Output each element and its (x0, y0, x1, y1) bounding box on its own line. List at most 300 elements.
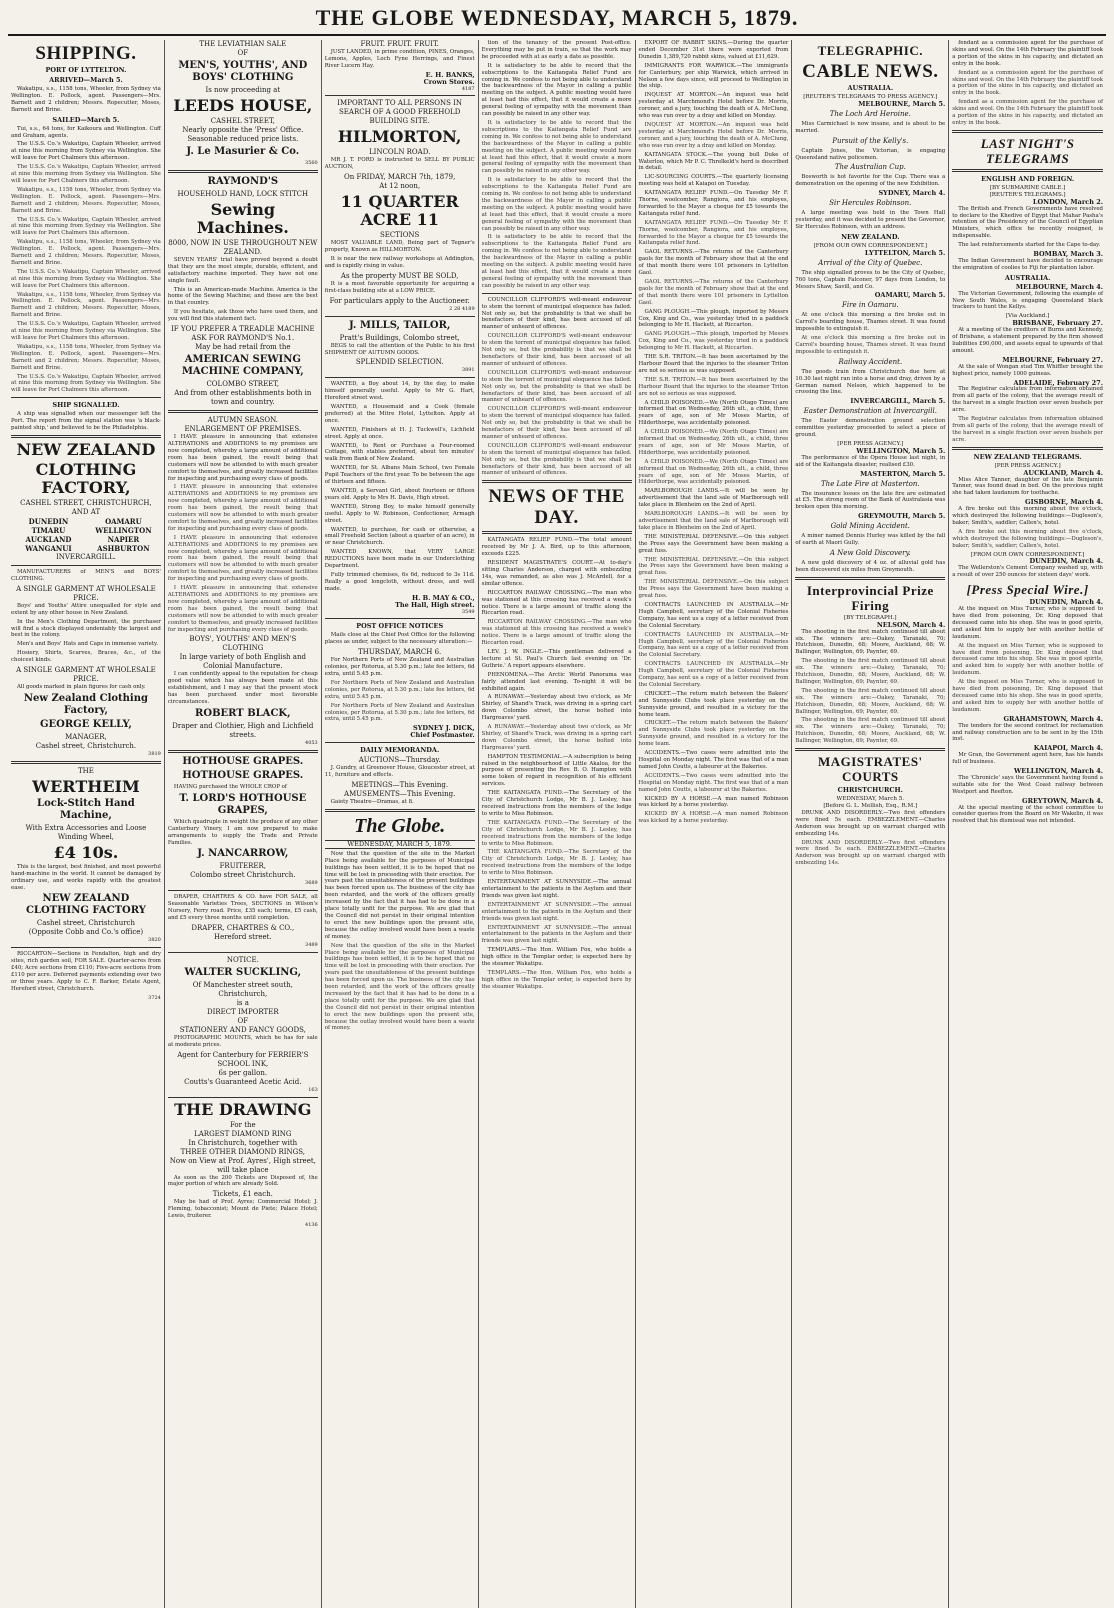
contracts-text: CONTRACTS LAUNCHED IN AUSTRALIA.—Mr Hugh Campbell, secretary of the Colonial Fisheries Company, has sent us a copy of a letter received from the Colonial Secretary. (638, 601, 789, 629)
firing-text-cont3: The shooting in the first match continued till about six. The winners are:—Oakey, Taranaki, 70; Hutchison, Dunedin, 68; Moore, Auckland, 68; W. Ballinger, Wellington, 69; Paynter, 69. (795, 717, 946, 745)
sydney: SYDNEY, March 4. (878, 189, 946, 198)
ask-for: IF YOU PREFER A TREADLE MACHINE ASK FOR RAYMOND'S No.1. (171, 325, 315, 343)
column-6 (792, 40, 949, 1608)
coursing-text: LIC-SOURCING COURTS.—The quarterly licensing meeting was held at Kaiapoi on Tuesday. (638, 174, 789, 188)
town: WELLINGTON (95, 525, 152, 535)
town-last: INVERCARGILL. (55, 552, 116, 561)
hesitate-text: If you hesitate, ask those who have used them, and you will find this statement fact. (167, 309, 318, 323)
gaol-text: GAOL RETURNS.—The returns of the Canterbury gaols for the month of February show that at the end of that month there were 101 prisoners in Lyttelton Gaol. (638, 249, 789, 277)
divider (11, 947, 161, 948)
seven-years-text: SEVEN YEARS' trial have proved beyond a doubt that they are the most simple, durable, efficient, and satisfactory machine imported. They have not one single fault. (167, 256, 318, 284)
railway-accident: Railway Accident. (838, 357, 903, 366)
diamond-for: For the (229, 1120, 256, 1129)
mails-text-cont2: For Northern Ports of New Zealand and Australian colonies, per Rotorua, at 5.30 p.m.; late fee letters, 6d extra, until 5.45 p.m. (324, 702, 475, 723)
nz-clothing-co: NEW ZEALAND CLOTHING FACTORY (25, 893, 146, 917)
amusements: AMUSEMENTS—This Evening. (344, 790, 456, 798)
marlborough-text: MARLBOROUGH LANDS.—It will be seen by advertisement that the land sale of Marlborough will take place in Blenheim on the 2nd of April. (638, 488, 789, 509)
nancarrow: J. NANCARROW, (197, 848, 289, 860)
coutts: Coutts's Guaranteed Acetic Acid. (184, 1077, 302, 1086)
wanted-item: WANTED, a Servant Girl, about fourteen or fifteen years old. Apply to Mrs H. Davis, High street. (324, 488, 475, 501)
dunedin-text: The Wellerston's Cement Company washed up, with a result of over 250 ounces for sixteen days' work. (952, 565, 1103, 579)
divider (325, 809, 475, 812)
eleven: 11 QUARTER ACRE 11 (340, 192, 459, 230)
fire-text-cont: THE S.R. TRITON.—It has been ascertained by the Harbour Board that the injuries to the steamer Triton are not so serious as was supposed. (638, 376, 789, 397)
press-agency: [PER PRESS AGENCY.] (837, 441, 904, 447)
wednesday: WEDNESDAY, March 5. (836, 796, 905, 803)
suckling: WALTER SUCKLING, (184, 966, 302, 978)
leeds-street: CASHEL STREET, (210, 117, 275, 125)
auctions: AUCTIONS—Thursday. (358, 756, 441, 765)
auckland-text: Miss Alice Tanner, daughter of the late Benjamin Tanner, was found dead in bed. On the previous night she had taken laudanum for toothache. (952, 476, 1103, 497)
banks-addr: Crown Stores. (423, 77, 475, 86)
wanted-item: WANTED KNOWN, that VERY LARGE REDUCTIONS have been made in our Underclothing Department. (324, 549, 475, 570)
divider (952, 130, 1103, 133)
divider (952, 169, 1103, 172)
divider (168, 750, 318, 753)
town: NAPIER (107, 534, 140, 544)
divider (482, 531, 632, 534)
wertheim-with: With Extra Accessories and Loose Winding Wheel, (25, 823, 147, 841)
news-item: RESIDENT MAGISTRATE'S COURT.—At to-day's sitting Charles Anderson, charged with embezzling 14s, was remanded, as also was J. McArdell, for a similar offence. (481, 560, 632, 587)
property-must: As the property MUST BE SOLD, (340, 271, 459, 280)
report-text-cont: The U.S.S. Co.'s Wakatipu, Captain Wheeler, arrived at nine this morning from Sydney via Wellington. She will leave for Port Chalmers this afternoon. (11, 164, 161, 184)
mails-close: Mails close at the Chief Post Office for the following places as under, subject to the necessary alteration:— (324, 632, 475, 646)
ministerial-text-cont: THE MINISTERIAL DEFENSIVE.—On this subject the Press says the Government have been making a great fuss. (638, 556, 789, 577)
by-telegraph: [BY TELEGRAPH.] (844, 614, 897, 621)
melbourne-text: The Victorian Government, following the example of New South Wales, is engaging Queensland black trackers to hunt the Kellys. (952, 290, 1103, 311)
may-company: H. B. MAY & CO., (412, 593, 475, 602)
gisborne-text-cont: A fire broke out this morning about five o'clock, which destroyed the following buildings:—Dugleson's, baker; Smith's, saddler; Callen's, hotel. (952, 528, 1103, 549)
town-grid (11, 517, 161, 553)
easter: Easter Demonstration at Invercargill. (803, 407, 937, 416)
important: IMPORTANT TO ALL PERSONS IN SEARCH OF A GOOD FREEHOLD BUILDING SITE. (337, 99, 463, 126)
text-top-cont: fendant as a commission agent for the purchase of skins and wool. On the 14th February the plaintiff took a portion of the skins in his capacity, and dictated an entry in the book. (952, 69, 1103, 97)
gold-mining-text: A miner named Dennis Hurley was killed by the fall of earth at Maori Gully. (795, 533, 946, 547)
kaiapoi: KAIAPOI, March 4. (1033, 744, 1103, 753)
nz-telegrams: NEW ZEALAND TELEGRAMS. (973, 452, 1082, 461)
selection: SPLENDID SELECTION. (355, 358, 444, 367)
report-text-cont4: Wakatipu, s.s., 1158 tons, Wheeler, from Sydney via Wellington. E. Pollock, agent. Passengers—Mrs. Barnett and 2 children; Messrs. Ropecutter, Moses, Barnett and Brine. (11, 239, 161, 266)
divider (325, 742, 475, 743)
adelaide-text: The Registrar calculates from information obtained from all parts of the colony, that the average result of the harvest in a single fraction over seven bushels per acre. (952, 386, 1103, 414)
relief-fund-text-cont: KAITANGATA RELIEF FUND.—On Tuesday Mr F. Thorne, woolcomber, Rangiora, and his employes, forwarded to the Mayor a cheque for £5 towards the Kaitangata relief fund. (638, 219, 789, 247)
australia-head: AUSTRALIA. (1004, 273, 1051, 282)
just-landed: JUST LANDED, in prime condition, PINES, Oranges, Lemons, Apples, Loch Fyne Herrings, and Finest River Lucern Hay. (324, 49, 475, 69)
memoranda: DAILY MEMORANDA. (360, 746, 440, 755)
news-item: KAITANGATA RELIEF FUND.—The total amount received by Mr J. A. Bird, up to this afternoon, exceeds £225. (481, 537, 632, 558)
late-fire: The Late Fire at Masterton. (821, 479, 920, 488)
divider (325, 95, 475, 96)
oamaru-fire-text-cont: At one o'clock this morning a fire broke out in Carrol's boarding house, Thames street. It was found impossible to extinguish it. (795, 335, 946, 355)
divider (168, 1097, 318, 1098)
text-top-cont2: fendant as a commission agent for the purchase of skins and wool. On the 14th February the plaintiff took a portion of the skins in his capacity, and dictated an entry in the book. (952, 99, 1103, 126)
reuters: [REUTER'S TELEGRAMS.] (989, 191, 1066, 198)
column-1 (8, 40, 165, 1608)
oamaru: OAMARU, March 5. (874, 291, 946, 300)
news-item-cont: ENTERTAINMENT AT SUNNYSIDE.—The annual entertainment to the patients in the Asylum and their friends was given last night. (481, 901, 632, 922)
wellington-text: The performance of the Opera House last night, in aid of the Kaitangata disaster, realised £30. (795, 454, 946, 468)
easter-text: The Easter demonstration ground selection committee yesterday proceeded to select a piece of ground. (795, 418, 946, 439)
banks: E. H. BANKS, (425, 70, 475, 79)
contracts-text-cont: CONTRACTS LAUNCHED IN AUSTRALIA.—Mr Hugh Campbell, secretary of the Colonial Fisheries Company, has sent us a copy of a letter received from the Colonial Secretary. (638, 631, 789, 659)
wertheim-title: WERTHEIM (32, 776, 140, 796)
contracts-text-cont2: CONTRACTS LAUNCHED IN AUSTRALIA.—Mr Hugh Campbell, secretary of the Colonial Fisheries Company, has sent us a copy of a letter received from the Colonial Secretary. (638, 661, 789, 688)
oamaru-fire: Fire in Oamaru. (842, 301, 899, 310)
agencies: And from other establishments both in town and country. (174, 389, 312, 407)
own-correspondent: [FROM OUR OWN CORRESPONDENT.] (813, 242, 928, 249)
sold-text: As soon as the 200 Tickets are Disposed of, the major portion of which are already Sold. (167, 1174, 318, 1188)
suckling-is: is a (236, 998, 249, 1007)
quebec-text: The ship signalled proves to be the City of Quebec, 760 tons, Captain Falconer, 97 days from London, to Messrs Shaw, Savill, and Co. (795, 269, 946, 290)
clifford-text-cont4: COUNCILLOR CLIFFORD'S well-meant endeavour to stem the torrent of municipal eloquence has failed. Not only so, but the probability is that we shall be benefactors of their kind, has been accused of all manner of unheard of offences. (481, 442, 632, 477)
divider (482, 293, 632, 294)
divider (168, 952, 318, 953)
divider (795, 748, 945, 751)
clifford-text-cont: COUNCILLOR CLIFFORD'S well-meant endeavour to stem the torrent of municipal eloquence has failed. Not only so, but the probability is that we shall be benefactors of their kind, has been accused of all manner of unheard of offences. (481, 333, 632, 367)
reinforcements: The last reinforcements started for the Cape to-day. (958, 242, 1101, 249)
nancarrow-addr: Colombo street Christchurch. (190, 871, 296, 880)
autumn-text: I HAVE pleasure in announcing that extensive ALTERATIONS and ADDITIONS to my premises are now completed, whereby a large amount of additional room has been gained, the result being that customers will now be attended to with much greater comfort to themselves, and greatly increased facilities for inspecting and purchasing every class of goods. (167, 434, 318, 482)
column-5 (636, 40, 793, 1608)
wanted-item: WANTED, a Housemaid and a Cook (female preferred) at the Mitre Hotel, Lyttelton. Apply at once. (324, 404, 475, 424)
particulars: For particulars apply to the Auctioneer. (329, 296, 470, 305)
signalled-text: A ship was signalled when our messenger left the Port. The report from the signal station was 'a black-painted ship,' and believed to be the Philadelphia. (11, 411, 161, 432)
news-item: TEMPLARS.—The Hon. William Fox, who holds a high office in the Templar order, is expected here by the steamer Wakatipu. (481, 947, 632, 968)
photographic: PHOTOGRAPHIC MOUNTS, which he has for sale at moderate prices. (167, 1034, 318, 1048)
globe-date: WEDNESDAY, MARCH 5, 1879. (325, 840, 475, 849)
export-text: EXPORT OF RABBIT SKINS.—During the quarter ended December 31st there were exported from Dunedin 1,389,720 rabbit skins, valued at £11,629. (638, 40, 789, 60)
divider (325, 316, 475, 317)
gold-discovery-text: A new gold discovery of 4 oz. of alluvial gold has been discovered six miles from Greymouth. (795, 559, 946, 573)
wanted-item: WANTED, for St. Albans Main School, two Female Pupil Teachers of the first year. To be between the age of thirteen and fifteen. (324, 465, 475, 486)
chief-postmaster: Chief Postmaster. (410, 731, 475, 740)
clifford-text: COUNCILLOR CLIFFORD'S well-meant endeavour to stem the torrent of municipal eloquence has failed. Not only so, but the probability is that we shall be benefactors of their kind, has been accused of all manner of unheard of offences. (481, 296, 632, 331)
london: LONDON, March 2. (1032, 197, 1103, 206)
quebec: Arrival of the City of Quebec. (818, 258, 923, 267)
lyttelton: LYTTELTON, March 5. (864, 248, 946, 257)
gang-text-cont: GANG PLOUGH.—This plough, imported by Messrs Cox, King and Co., was yesterday tried in a paddock belonging to Mr H. Hackett, at Riccarton. (638, 331, 789, 352)
nz-opposite: (Opposite Cobb and Co.'s office) (28, 928, 144, 937)
news-item-cont: ENTERTAINMENT AT SUNNYSIDE.—The annual entertainment to the patients in the Asylum and their friends was given last night. (481, 924, 632, 945)
clothing-street: CASHEL STREET, CHRISTCHURCH, (20, 498, 152, 507)
fruiterer: FRUITERER, (219, 862, 267, 871)
autumn-text-cont: I HAVE pleasure in announcing that extensive ALTERATIONS and ADDITIONS to my premises are now completed, whereby a large amount of additional room has been gained, the result being that customers will now be attended to with much greater comfort to themselves, and greatly increased facilities for inspecting and purchasing every class of goods. (167, 484, 318, 532)
ad-number: 3549 (461, 608, 475, 615)
factory-name: New Zealand Clothing Factory, (23, 692, 148, 716)
lords-text: Which quadruple in weight the produce of any other Canterbury Vinery, I am now prepared to make arrangements to supply the Trade and Private Families. (167, 818, 318, 846)
wanted-item: WANTED, to purchase, for cash or otherwise, a small Freehold Section (about a quarter of an acre), in or near Christchurch. (324, 526, 475, 547)
manager-name: GEORGE KELLY, (39, 718, 132, 730)
news-of-day: NEWS OF THE DAY. (488, 486, 625, 529)
wanted-item: WANTED, Strong Boy, to make himself generally useful. Apply to W. Robinson, Confectioner, Armagh street. (324, 503, 475, 524)
inquest-text-cont: INQUEST AT MORTON.—An inquest was held yesterday at Marchmond's Hotel before Dr. Morris, coroner, and a jury, touching the death of A. McClung, who was run over by a dray and killed on Monday. (638, 121, 789, 149)
had-of: May be had retail from the (195, 343, 291, 352)
column-7 (949, 40, 1106, 1608)
wertheim-ad (11, 767, 161, 945)
melbourne: MELBOURNE, March 4. (1015, 282, 1103, 291)
wanted-item: WANTED, Finishers at H. J. Tuckwell's, Lichfield street. Apply at once. (324, 426, 475, 440)
direct-importer: DIRECT IMPORTER (207, 1007, 279, 1016)
sailed-text: Tui, s.s., 64 tons, for Kaikoura and Wellington. Cuff and Graham, agents. (11, 125, 161, 139)
court-text: DRUNK AND DISORDERLY.—Two first offenders were fined 5s each. EMBEZZLEMENT.—Charles Anderson was brought up on warrant charged with embezzling 14s. (795, 809, 946, 837)
masurier: J. Le Masurier & Co. (186, 146, 300, 157)
tickets: Tickets, £1 each. (212, 1190, 273, 1199)
leviathan-the: THE LEVIATHIAN SALE (199, 40, 287, 48)
confidently-text: I can confidently appeal to the reputation for cheap good value which has always been made at this establishment, and I may say that the present stock has been purchased under most favorable circumstances. (167, 671, 318, 706)
invercargill: INVERCARGILL, March 5. (850, 397, 946, 406)
chartres-text: DRAPER, CHARTRES & CO. have FOR SALE, all Seasonable Varieties Trees, SECTIONS in Wilson's Nursery, Ferry road. Price, £35 each; terms, £5 cash, and £5 every three months until completion. (167, 894, 318, 922)
ad-number: 3820 (148, 937, 161, 944)
stationery: STATIONERY AND FANCY GOODS, (179, 1025, 306, 1034)
leeds-nearly: Nearly opposite the 'Press' Office. (182, 126, 304, 134)
bombay: BOMBAY, March 3. (1033, 250, 1103, 259)
news-item-cont: TEMPLARS.—The Hon. William Fox, who holds a high office in the Templar order, is expected here by the steamer Wakatipu. (481, 969, 632, 990)
kicked-text-cont: KICKED BY A HORSE.—A man named Robinson was kicked by a horse yesterday. (638, 811, 789, 825)
nelson: NELSON, March 4. (876, 620, 946, 629)
australia-head: AUSTRALIA. (847, 84, 894, 92)
hats-text: Men's and Boys' Hats and Caps in immense variety. (17, 641, 159, 648)
hilmorton: HILMORTON, (337, 127, 462, 147)
lords-grapes: T. LORD'S HOTHOUSE GRAPES, (179, 792, 307, 816)
marlborough-text-cont: MARLBOROUGH LANDS.—It will be seen by advertisement that the land sale of Marlborough will take place in Blenheim on the 2nd of April. (638, 511, 789, 531)
wanted-item: WANTED, a Boy about 14, by the day, to make himself generally useful. Apply to Mr G. Hart, Hereford street west. (324, 381, 475, 402)
firing-text: The shooting in the first match continued till about six. The winners are:—Oakey, Taranaki, 70; Hutchison, Dunedin, 68; Moore, Auckland, 68; W. Ballinger, Wellington, 69; Paynter, 69. (795, 628, 946, 656)
ad-number: 163 (308, 1086, 318, 1093)
gold-mining: Gold Mining Accident. (830, 522, 911, 531)
divider (168, 890, 318, 891)
wholesale-line-2: A SINGLE GARMENT AT WHOLESALE PRICE. (16, 666, 156, 684)
nz-clothing-ad (11, 441, 161, 758)
loch-ard-text: Miss Carmichael is now insane, and is about to be married. (795, 120, 946, 134)
news-item: LEV. J. W. INGLE.—This gentleman delivered a lecture at St. Paul's Church last evening on 'Dr. Guthrie.' A report appears elsewhere. (481, 648, 632, 669)
report-text-cont9: The U.S.S. Co.'s Wakatipu, Captain Wheeler, arrived at nine this morning from Sydney via Wellington. She will leave for Port Chalmers this afternoon. (11, 373, 161, 394)
text-top: tion of the tenancy of the present Post-office. Everything may be put in train, so that the work may be proceeded with at as early a date as possible. (481, 40, 632, 60)
special-text: At the inquest on Miss Turner, who is supposed to have died from poisoning, Dr. King deposed that deceased came into his shop. She was in good spirits, and asked him to supply her with another bottle of laudanum. (952, 606, 1103, 640)
leader-text: Now that the question of the site in the Market Place being available for the purposes of Municipal buildings has been settled, it is to be hoped that no time will be lost in proceeding with their erection. For years past the unsuitableness of the present buildings has been forced upon us. The business of the city has been retarded, and the work of the officers greatly increased by the fact that it has had to be done in a place totally unfit for the purpose. We are glad that the Council did not persist in their original intention to erect the new buildings upon the present site, because the outlay involved would have been a waste of money. (324, 850, 475, 940)
ink-price: 6s per gallon. (218, 1068, 268, 1077)
column-2 (165, 40, 322, 1608)
greytown: GREYTOWN, March 4. (1022, 796, 1103, 805)
colombo: COLOMBO STREET, (206, 380, 280, 389)
ad-number: 3724 (148, 994, 161, 1001)
leviathan-clothing: MEN'S, YOUTHS', AND BOYS' CLOTHING (178, 60, 308, 83)
relief-text-cont2: It is satisfactory to be able to record that the subscriptions to the Kaitangata Relief Fund are coming in. We confess to not being able to understand the backwardness of the Mayor in calling a public meeting on the subject. A public meeting would have at least had this effect, that it would create a more general feeling of sympathy with the movement than can possibly be raised in any other way. (481, 177, 632, 232)
draper-line: Draper and Clothier, High and Lichfield streets. (172, 721, 314, 739)
tickets-text: May be had of Prof. Ayres; Commercial Hotel; J. Fleming, tobacconist; Mount de Piete; Palace Hotel; Lewis, fruiterer. (167, 1199, 318, 1220)
leeds-house: LEEDS HOUSE, (173, 96, 313, 115)
ministerial-text: THE MINISTERIAL DEFENSIVE.—On this subject the Press says the Government have been making a great fuss. (638, 533, 789, 554)
shipping-heading: SHIPPING. (35, 43, 137, 64)
masthead: THE GLOBE WEDNESDAY, MARCH 5, 1879. (8, 4, 1106, 36)
ad-number: 3560 (305, 160, 318, 166)
large-diamond: LARGEST DIAMOND RING (194, 1129, 292, 1138)
wellington: WELLINGTON, March 4. (1013, 767, 1103, 776)
report-text-cont6: Wakatipu, s.s., 1158 tons, Wheeler, from Sydney via Wellington. E. Pollock, agent. Passengers—Mrs. Barnett and 2 children; Messrs. Ropecutter, Moses, Barnett and Brine. (11, 291, 161, 319)
suckling-addr: Of Manchester street south, Christchurch, (192, 980, 293, 998)
robinson-text: A large meeting was held in the Town Hall yesterday, and it was decided to present the Governor, Sir Hercules Robinson, with an address. (795, 210, 946, 230)
ad-number: 4187 (461, 85, 475, 92)
melbourne2-text: At the sale of Wongan stud Tim Whiffler brought the highest price, namely 1000 guineas. (952, 363, 1103, 377)
hosiery-text: Hosiery, Shirts, Scarves, Braces, &c., of the choicest kinds. (11, 650, 161, 664)
railway-text: It is near the new railway workshops at Addington, and is rapidly rising in value. (324, 256, 475, 269)
divider (11, 397, 161, 398)
clifford-text-cont3: COUNCILLOR CLIFFORD'S well-meant endeavour to stem the torrent of municipal eloquence has failed. Not only so, but the probability is that we shall be benefactors of their kind, has been accused of all manner of unheard of offences. (481, 406, 632, 440)
dunedin: DUNEDIN, March 4. (1029, 557, 1103, 566)
news-item: ENTERTAINMENT AT SUNNYSIDE.—The annual entertainment to the patients in the Asylum and their friends was given last night. (481, 879, 632, 899)
chartres-sign: DRAPER, CHARTRES & CO., (191, 923, 295, 932)
clothing-factory-heading: CLOTHING FACTORY, (35, 459, 137, 497)
divider (952, 447, 1103, 450)
autumn-text-cont3: I HAVE pleasure in announcing that extensive ALTERATIONS and ADDITIONS to my premises are now completed, whereby a large amount of additional room has been gained, the result being that customers will now be attended to with much greater comfort to themselves, and greatly increased facilities for inspecting and purchasing every class of goods. (167, 585, 318, 633)
town: WANGANUI (25, 543, 72, 553)
grahamstown: GRAHAMSTOWN, March 4. (1003, 714, 1103, 723)
raymond-title: RAYMOND'S (207, 175, 279, 187)
robinson: Sir Hercules Robinson. (829, 199, 912, 208)
pratts: Pratt's Buildings, Colombo street, (339, 333, 460, 342)
three-other: THREE OTHER DIAMOND RINGS, (180, 1147, 306, 1156)
manager-address: Cashel street, Christchurch. (35, 741, 137, 750)
cup-text: Bosworth is hot favorite for the Cup. There was a demonstration on the opening of the new Exhibition. (795, 174, 946, 188)
report-text-cont5: The U.S.S. Co.'s Wakatipu, Captain Wheeler, arrived at nine this morning from Sydney via Wellington. She will leave for Port Chalmers this afternoon. (11, 268, 161, 289)
sewing-in-use: 8000, NOW IN USE THROUGHOUT NEW ZEALAND. (168, 238, 318, 256)
cricket-text: CRICKET.—The return match between the Bakers' and Sunnyside Clubs took place yesterday on the Sunnyside ground, and resulted in a victory for the home team. (638, 690, 789, 718)
of-of: OF (237, 1016, 249, 1025)
ad-number: 4053 (305, 739, 318, 746)
post-office: POST OFFICE NOTICES (356, 622, 444, 631)
ad-number: 3489 (305, 941, 318, 948)
hothouse-1: HOTHOUSE GRAPES. (182, 755, 304, 767)
special-wire: [Press Special Wire.] (966, 582, 1089, 598)
divider (325, 618, 475, 619)
news-item-cont: THE KAITANGATA FUND.—The Secretary of the City of Christchurch Lodge, Mr B. J. Lesley, has received instructions from the members of the lodge to write to Miss Robinson. (481, 819, 632, 847)
report-text-cont2: Wakatipu, s.s., 1158 tons, Wheeler, from Sydney via Wellington. E. Pollock, agent. Passengers—Mrs. Barnett and 2 children; Messrs. Ropecutter, Moses, Barnett and Brine. (11, 186, 161, 214)
special-text-cont2: At the inquest on Miss Turner, who is supposed to have died from poisoning, Dr. King deposed that deceased came into his shop. She was in good spirits, and asked him to supply her with another bottle of laudanum. (952, 679, 1103, 713)
ad-number: 2 28 4189 (449, 305, 475, 312)
in-christchurch: In Christchurch, together with (188, 1138, 298, 1147)
robert-black: ROBERT BLACK, (195, 707, 291, 719)
marked-text: All goods marked in plain figures for cash only. (17, 684, 146, 691)
hothouse-text: HAVING purchased the WHOLE CROP of (173, 783, 287, 790)
ad-number: 4136 (305, 1222, 318, 1229)
fire-text: THE S.R. TRITON.—It has been ascertained by the Harbour Board that the injuries to the steamer Triton are not so serious as was supposed. (638, 354, 789, 374)
enlargement: ENLARGEMENT OF PREMISES. (184, 425, 302, 434)
leviathan-of: OF (237, 49, 249, 57)
wertheim-price: £4 10s. (53, 842, 119, 862)
american-text: This is an American-made Machine. America is the home of the Sewing Machine; and these are the best in that country. (167, 286, 318, 307)
divider (11, 761, 161, 764)
divider (168, 170, 318, 173)
arrived-text: Wakatipu, s.s., 1158 tons, Wheeler, from Sydney via Wellington. E. Pollock, agent. Passengers—Mrs. Barnett and 2 children; Messrs. Ropecutter, Moses, Barnett and Brine. (11, 86, 161, 113)
nz-head: NEW ZEALAND. (841, 232, 900, 241)
report-text-cont3: The U.S.S. Co.'s Wakatipu, Captain Wheeler, arrived at nine this morning from Sydney via Wellington. She will leave for Port Chalmers this afternoon. (11, 216, 161, 237)
sailed-heading: SAILED—March 5. (52, 115, 120, 124)
dick: SYDNEY J. DICK, (412, 724, 475, 733)
globe-title: The Globe. (354, 814, 446, 837)
may-addr: The Hall, High street. (395, 600, 475, 609)
wertheim-subtitle: Lock-Stitch Hand Machine, (37, 797, 135, 821)
news-item-cont: A RUNAWAY.—Yesterday about two o'clock, as Mr Shirley, of Shand's Track, was driving in a spring cart down Colombo street, the horse bolted into Hargreaves' yard. (481, 724, 632, 751)
clifford-text-cont2: COUNCILLOR CLIFFORD'S well-meant endeavour to stem the torrent of municipal eloquence has failed. Not only so, but the probability is that we shall be benefactors of their kind, has been accused of all manner of unheard of offences. (481, 369, 632, 404)
manager-title: MANAGER, (65, 732, 107, 741)
greytown-text: At the special meeting of the school committee to consider queries from the Board on Mr Wakelin, it was resolved that his dismissal was not intended. (952, 804, 1103, 825)
railway-accident-text: The goods train from Christchurch due here at 10.30 last night ran into a horse and dray, driven by a German named Nelson, which happened to be crossing the line. (795, 368, 946, 396)
own-corr: [FROM OUR OWN CORRESPONDENT.] (970, 551, 1085, 558)
english-foreign: ENGLISH AND FOREIGN. (981, 174, 1075, 183)
railway-text: KAITANGATA STOCK.—The young bull Duke of Waterloo, which Mr P. C. Threlkeld's herd is described in detail. (638, 151, 789, 172)
divider (11, 435, 161, 438)
mens-text: In the Men's Clothing Department, the purchaser will find a stock displayed undeniably the largest and best in the colony. (11, 618, 161, 639)
wholesale-line: A SINGLE GARMENT AT WHOLESALE PRICE. (16, 584, 156, 602)
london-text: The British and French Governments have resolved to declare to the Khedive of Egypt that Mahar Pasha's retention of the Presidency of the Council of Egyptian Ministers, which office he recently resigned, is indispensable. (952, 205, 1103, 240)
kaiapoi-text: Mr Gran, the Government agent here, has his hands full of business. (952, 752, 1103, 766)
relief-text: It is satisfactory to be able to record that the subscriptions to the Kaitangata Relief Fund are coming in. We confess to not being able to understand the backwardness of the Mayor in calling a public meeting on the subject. A public meeting would have at least had this effect, that it would create a more general feeling of sympathy with the movement than can possibly be raised in any other way. (481, 62, 632, 118)
brisbane-text: At a meeting of the creditors of Burns and Kennedy, of Brisbane, a statement prepared by the firm showed liabilities £90,000, and assets equal to upwards of that amount. (952, 327, 1103, 354)
per-press: [PER PRESS AGENCY.] (994, 462, 1061, 469)
town: AUCKLAND (25, 534, 72, 544)
town: ASHBURTON (97, 543, 150, 553)
begs-text: BEGS to call the attention of the Public to his first SHIPMENT OF AUTUMN GOODS. (324, 342, 475, 356)
last-night: LAST NIGHT'S TELEGRAMS (980, 135, 1075, 166)
wellington: WELLINGTON, March 5. (856, 446, 946, 455)
town: OAMARU (105, 516, 142, 526)
ad-number: 3891 (461, 367, 475, 374)
town: DUNEDIN (28, 516, 69, 526)
news-item-cont: THE KAITANGATA FUND.—The Secretary of the City of Christchurch Lodge, Mr B. J. Lesley, has received instructions from the members of the lodge to write to Miss Robinson. (481, 849, 632, 877)
relief-text-cont: It is satisfactory to be able to record that the subscriptions to the Kaitangata Relief Fund are coming in. We confess to not being able to understand the backwardness of the Mayor in calling a public meeting on the subject. A public meeting would have at least had this effect, that it would create a more general feeling of sympathy with the movement than can possibly be raised in any other way. (481, 119, 632, 175)
relief-text-cont3: It is satisfactory to be able to record that the subscriptions to the Kaitangata Relief Fund are coming in. We confess to not being able to understand the backwardness of the Mayor in calling a public meeting on the subject. A public meeting would have at least had this effect, that it would create a more general feeling of sympathy with the movement than can possibly be raised in any other way. (481, 234, 632, 289)
via-auckland: [Via Auckland.] (1005, 313, 1050, 320)
signalled-heading: SHIP SIGNALLED. (52, 401, 120, 410)
wanted-item: WANTED, to Rent or Purchase a Four-roomed Cottage, with stables preferred, about ten minutes' walk from Bank of New Zealand. (324, 442, 475, 463)
chartres-addr: Hereford street. (213, 932, 272, 941)
divider (482, 480, 632, 483)
port-heading: PORT OF LYTTELTON. (45, 66, 127, 74)
gisborne: GISBORNE, March 4. (1025, 498, 1103, 507)
lincoln-road: LINCOLN ROAD. (369, 148, 431, 157)
english-manufacture: In large variety of both English and Colonial Manufacture. (179, 653, 306, 671)
fruit-heading: FRUIT. FRUIT. FRUIT. (360, 40, 439, 48)
court-text-cont: DRUNK AND DISORDERLY.—Two first offenders were fined 5s each. EMBEZZLEMENT.—Charles Anderson was brought up on warrant charged with embezzling 14s. (795, 839, 946, 867)
sewing-title: Sewing Machines. (196, 199, 289, 237)
news-item: THE KAITANGATA FUND.—The Secretary of the City of Christchurch Lodge, Mr B. J. Lesley, has received instructions from the members of the lodge to write to Miss Robinson. (481, 790, 632, 817)
nz-heading: NEW ZEALAND (16, 439, 156, 459)
column-3 (322, 40, 479, 1608)
and-at: AND AT (71, 507, 101, 516)
divider (11, 565, 161, 566)
melbourne2: MELBOURNE, February 27. (1002, 355, 1103, 364)
riccarton-text: RICCARTON—Sections in Fendalton, high and dry sites, rich garden soil, FOR SALE. Quarter-acres from £40; Acre sections from £110; Five-acre sections from £110 per acre. Deferred payments extending over two or three years. Apply to C. F. Barker, Estate Agent, Hereford street, Christchurch. (11, 951, 161, 992)
submarine: [BY SUBMARINE CABLE.] (989, 184, 1066, 191)
mr-taylor: MR J. T. FORD is instructed to SELL BY PUBLIC AUCTION, (324, 157, 475, 171)
town: TIMARU (31, 525, 66, 535)
wertheim-the: THE (77, 766, 94, 775)
child-text: A CHILD POISONED.—We (North Otago Times) are informed that on Wednesday, 26th ult., a child, three years of age, son of Mr Moses Martin, of Hilderthorpe, was accidentally poisoned. (638, 399, 789, 427)
immigrants-text: IMMIGRANTS FOR WARWICK.—The immigrants for Canterbury, per ship Warwick, which arrived in Nelson a few days since, will proceed to Wellington in the ship. (638, 62, 789, 90)
news-item-cont: RICCARTON RAILWAY CROSSING.—The man who was stationed at this crossing has received a week's notice. There is a large amount of traffic along the Riccarton road. (481, 619, 632, 647)
grahamstown-text: The tenders for the second contract for reclamation and railway construction are to be sent in by the 15th inst. (952, 722, 1103, 743)
brisbane: BRISBANE, February 27. (1012, 319, 1103, 328)
kelly-text: Captain Jones, the Victorian, is engaging Queensland native policemen. (795, 147, 946, 161)
greymouth: GREYMOUTH, March 5. (858, 512, 946, 521)
firing-text-cont: The shooting in the first match continued till about six. The winners are:—Oakey, Taranaki, 70; Hutchison, Dunedin, 68; Moore, Auckland, 68; W. Ballinger, Wellington, 69; Paynter, 69. (795, 658, 946, 685)
accidents-text: ACCIDENTS.—Two cases were admitted into the Hospital on Monday night. The first was that of a man named John Coutts, a labourer at the Bakeries. (638, 750, 789, 770)
meetings: MEETINGS—This Evening. (351, 781, 449, 789)
reuter: [REUTER'S TELEGRAMS TO PRESS AGENCY.] (803, 94, 938, 100)
oamaru-fire-text: At one o'clock this morning a fire broke out in Carrol's boarding house, Thames street. It was found impossible to extinguish it. (795, 312, 946, 333)
ministerial-text-cont2: THE MINISTERIAL DEFENSIVE.—On this subject the Press says the Government have been making a great fuss. (638, 579, 789, 600)
thursday: THURSDAY, MARCH 6. (358, 648, 442, 657)
accidents-text-cont: ACCIDENTS.—Two cases were admitted into the Hospital on Monday night. The first was that of a man named John Coutts, a labourer at the Bakeries. (638, 772, 789, 793)
